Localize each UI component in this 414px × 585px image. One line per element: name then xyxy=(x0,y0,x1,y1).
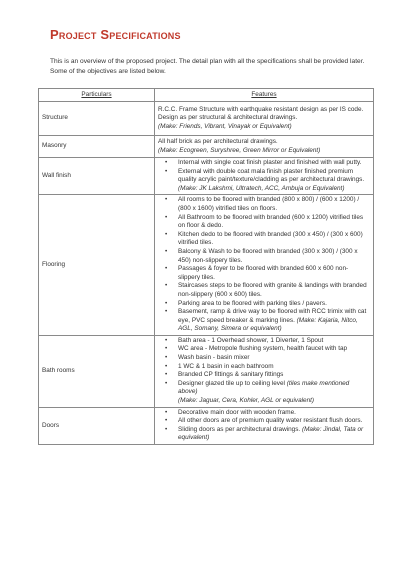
bullet-icon: • xyxy=(165,379,168,387)
bullet-icon: • xyxy=(165,159,168,166)
table-row xyxy=(39,102,374,136)
table-row xyxy=(39,335,374,407)
row-features xyxy=(155,195,374,336)
bullet-icon: • xyxy=(165,425,168,433)
row-features xyxy=(155,136,374,158)
row-features xyxy=(155,335,374,407)
list-item: • Branded CP fittings & sanitary fittings xyxy=(165,371,284,379)
make-note: (Make: Ecogreen, Suryshree, Green Mirror or Equivalent) xyxy=(158,146,321,154)
bullet-icon: • xyxy=(165,196,168,204)
list-item: • Kitchen dedo to be floored with branded (300 x 450) / (300 x 600) vitrified tiles. xyxy=(165,230,363,247)
list-item: • External with double coat mala finish plaster finished premium quality acrylic paint/texture/cladding as per architectural drawings. xyxy=(165,167,365,184)
bullet-icon: • xyxy=(165,408,168,416)
bullet-icon: • xyxy=(165,230,168,238)
row-label: Masonry xyxy=(39,136,155,158)
feature-list xyxy=(158,409,370,443)
bullet-icon: • xyxy=(165,371,168,379)
list-item: • WC area - Metropole flushing system, health faucet with tap xyxy=(165,345,348,353)
list-item: • Bath area - 1 Overhead shower, 1 Diverter, 1 Spout xyxy=(165,336,324,344)
table-row xyxy=(39,407,374,444)
make-note: (Make: Jindal, Tata or equivalent) xyxy=(178,425,364,442)
row-label: Doors xyxy=(39,407,155,444)
table-row xyxy=(39,136,374,158)
row-features xyxy=(155,407,374,444)
bullet-icon: • xyxy=(165,167,168,175)
table-header-row xyxy=(39,89,374,102)
bullet-icon: • xyxy=(165,213,168,221)
table-row xyxy=(39,158,374,195)
bullet-icon: • xyxy=(165,336,168,344)
list-item: • Balcony & Wash to be floored with branded (300 x 300) / (300 x 450) non-slippery tiles. xyxy=(165,247,358,264)
row-label: Structure xyxy=(39,102,155,136)
list-item: • Passages & foyer to be floored with branded 600 x 600 non-slippery tiles. xyxy=(165,265,349,281)
row-label: Bath rooms xyxy=(39,335,155,407)
feature-text: R.C.C. Frame Structure with earthquake resistant design as per IS code. Design as per structural & architectural drawings. xyxy=(158,105,364,122)
row-label: Wall finish xyxy=(39,158,155,195)
list-item: • All rooms to be floored with branded (800 x 800) / (600 x 1200) / (800 x 1600) vitrified tiles on floors. xyxy=(165,196,360,212)
list-item: • Designer glazed tile up to ceiling level (tiles make mentioned above) xyxy=(165,379,350,396)
list-item: • Parking area to be floored with parking tiles / pavers. xyxy=(165,299,327,307)
list-item: • 1 WC & 1 basin in each bathroom xyxy=(165,362,274,370)
list-item: • Wash basin - basin mixer xyxy=(165,354,250,362)
make-note: (Make: Jaguar, Cera, Kohler, AGL or equivalent) xyxy=(178,397,315,405)
specifications-table xyxy=(38,88,374,445)
bullet-icon: • xyxy=(165,308,168,316)
make-note: (Make: Friends, Vibrant, Vinayak or Equivalent) xyxy=(158,122,292,130)
feature-list xyxy=(158,337,370,397)
list-item: • All other doors are of premium quality water resistant flush doors. xyxy=(165,417,363,425)
row-features xyxy=(155,102,374,136)
make-note: (Make: Kajaria, Nitco, AGL, Somany, Simera or equivalent) xyxy=(178,316,358,333)
intro-paragraph: This is an overview of the proposed project. The detail plan with all the specifications shall be provided later. Some of the objectives are listed below. xyxy=(50,58,365,75)
bullet-icon: • xyxy=(165,265,168,273)
list-item: • Basement, ramp & drive way to be floored with RCC trimix with cat eye, PVC speed breaker & marking lines. (Make: Kajaria, Nitco, AGL, Somany, Simera or equivalent) xyxy=(165,308,367,333)
feature-list xyxy=(158,159,370,185)
table-row xyxy=(39,195,374,336)
feature-list xyxy=(158,196,370,334)
row-label: Flooring xyxy=(39,195,155,336)
list-item: • Decorative main door with wooden frame. xyxy=(165,408,296,416)
make-note: (Make: JK Lakshmi, Ultratech, ACC, Ambuja or Equivalent) xyxy=(178,184,345,192)
list-item: • Staircases steps to be floored with granite & landings with branded non-slippery (600 x 600) tiles. xyxy=(165,282,367,298)
bullet-icon: • xyxy=(165,299,168,307)
make-note: (tiles make mentioned above) xyxy=(178,379,350,396)
list-item: • Sliding doors as per architectural drawings. (Make: Jindal, Tata or equivalent) xyxy=(165,425,364,442)
feature-text: All half brick as per architectural drawings. xyxy=(158,137,278,145)
bullet-icon: • xyxy=(165,354,168,362)
bullet-icon: • xyxy=(165,282,168,290)
bullet-icon: • xyxy=(165,417,168,425)
header-particulars: Particulars xyxy=(39,89,155,102)
list-item: • Internal with single coat finish plaster and finished with wall putty. xyxy=(165,159,362,166)
bullet-icon: • xyxy=(165,345,168,353)
page-title: Project Specifications xyxy=(50,27,181,42)
bullet-icon: • xyxy=(165,247,168,255)
bullet-icon: • xyxy=(165,362,168,370)
header-features: Features xyxy=(155,89,374,102)
list-item: • All Bathroom to be floored with branded (600 x 1200) vitrified tiles on floor & dedo. xyxy=(165,213,364,230)
row-features xyxy=(155,158,374,195)
